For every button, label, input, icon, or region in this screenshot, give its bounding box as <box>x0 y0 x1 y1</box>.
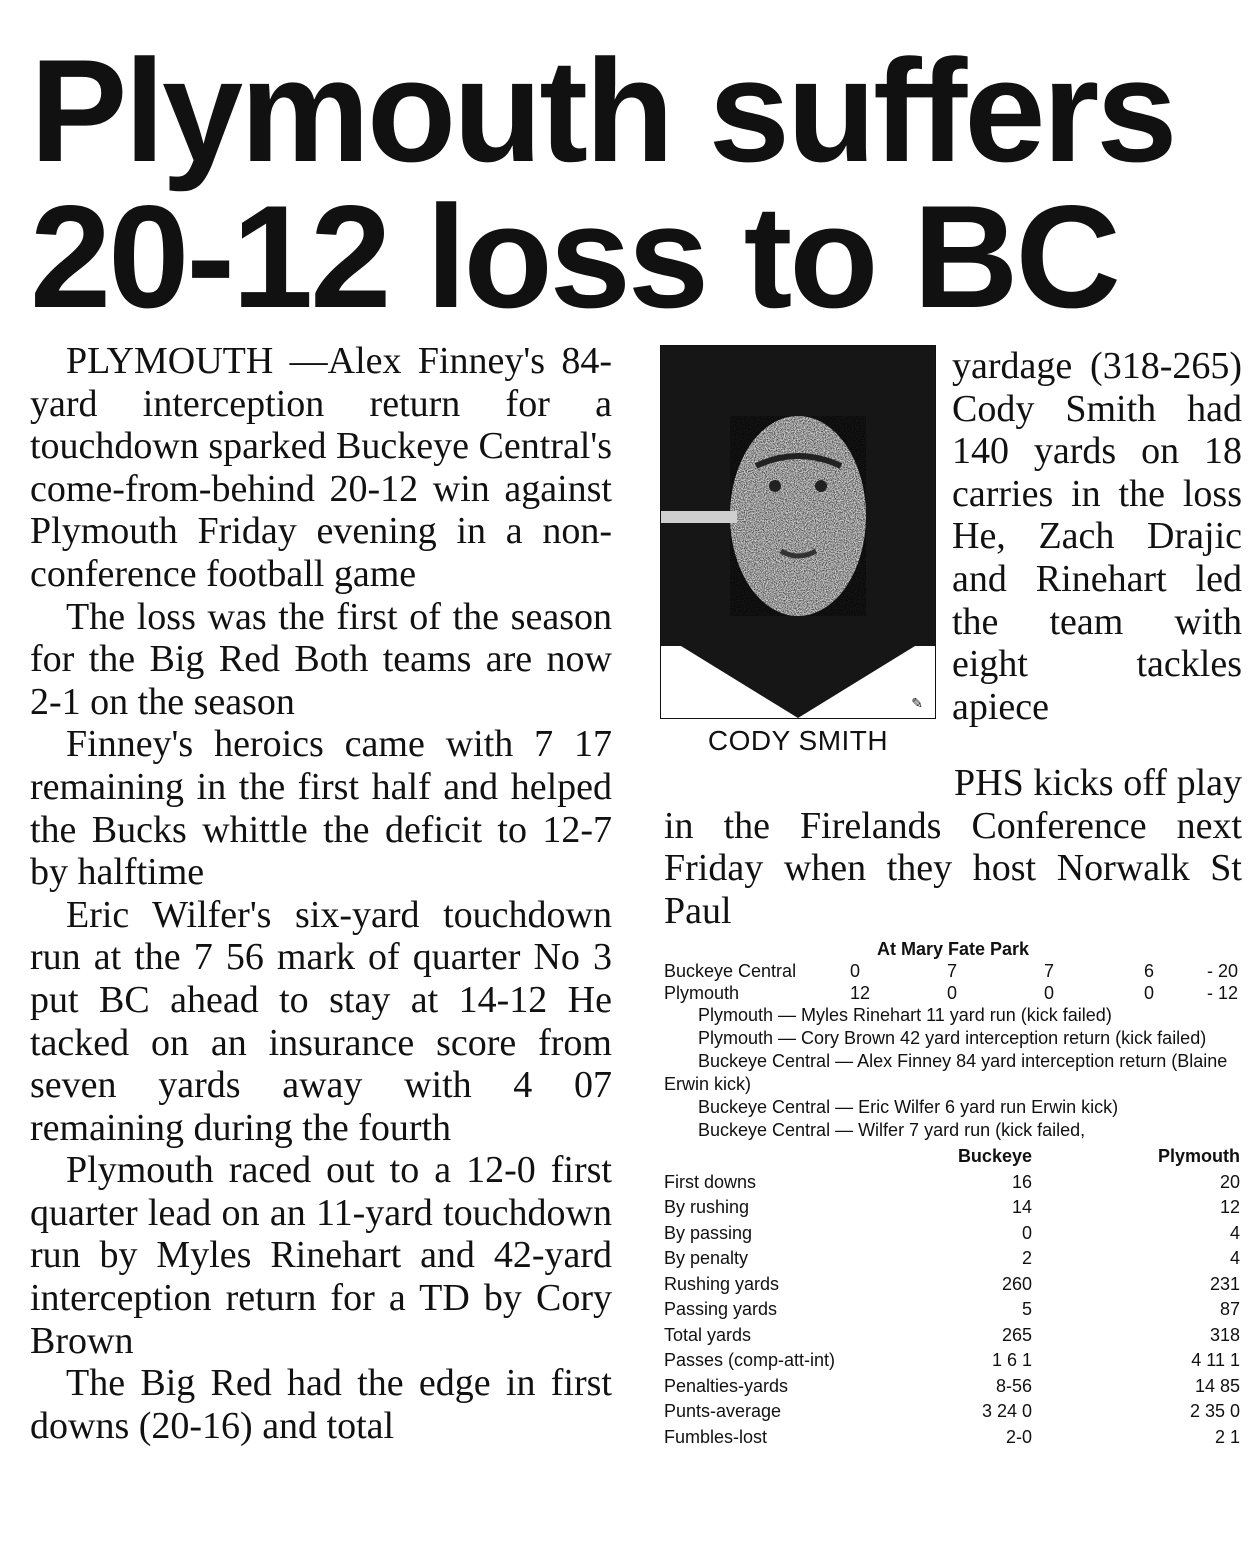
stat-row <box>664 1323 1242 1349</box>
quarter-score: 6 <box>1144 961 1155 981</box>
stat-buckeye: 260 <box>1001 1273 1032 1294</box>
stat-label: Fumbles-lost <box>664 1426 768 1447</box>
quarter-score: 0 <box>850 961 861 981</box>
photo-caption: CODY SMITH <box>707 725 889 756</box>
svg-text:✎: ✎ <box>911 696 923 712</box>
scoring-play: Plymouth — Myles Rinehart 11 yard run (kick failed) <box>698 1005 1112 1025</box>
stat-label: Rushing yards <box>664 1273 780 1294</box>
stat-plymouth: 4 <box>1229 1248 1240 1268</box>
team-name: Plymouth <box>664 983 740 1003</box>
stat-plymouth: 231 <box>1209 1273 1240 1294</box>
final-score: - 12 <box>1206 983 1238 1003</box>
quarter-score: 7 <box>1044 961 1055 981</box>
stat-plymouth: 2 1 <box>1214 1426 1240 1447</box>
stat-label: Passing yards <box>664 1299 778 1319</box>
stat-buckeye: 3 24 0 <box>981 1401 1032 1421</box>
final-score: - 20 <box>1206 961 1238 981</box>
scoring-play: Buckeye Central — Wilfer 7 yard run (kick failed, <box>698 1120 1086 1140</box>
scoring-play: Buckeye Central — Eric Wilfer 6 yard run Erwin kick) <box>698 1097 1119 1117</box>
stat-row <box>664 1425 1242 1451</box>
stat-label: Passes (comp-att-int) <box>664 1350 836 1370</box>
stat-row <box>664 1348 1242 1374</box>
stat-row <box>664 1195 1242 1221</box>
team-stats <box>664 1144 1242 1450</box>
scoring-play: Buckeye Central — Alex Finney 84 yard interception return (Blaine Erwin kick) <box>664 1051 1228 1094</box>
stat-plymouth: 14 85 <box>1194 1375 1240 1396</box>
stat-plymouth: 12 <box>1219 1197 1240 1217</box>
stat-buckeye: 2-0 <box>1005 1426 1032 1447</box>
quarter-line <box>664 982 1242 1004</box>
article-paragraph: PLYMOUTH —Alex Finney's 84-yard interception return for a touchdown sparked Buckeye Central's come-from-behind 20-12 win against Plymouth Friday evening in a non-conference football game <box>30 340 612 595</box>
quarter-line <box>664 960 1242 982</box>
article-paragraph: Eric Wilfer's six-yard touchdown run at the 7 56 mark of quarter No 3 put BC ahead to stay at 14-12 He tacked on an insurance score from seven yards away with 4 07 remaining during the fourth <box>30 893 612 1149</box>
stat-buckeye: 2 <box>1021 1248 1032 1268</box>
stat-plymouth: 2 35 0 <box>1189 1401 1240 1421</box>
stat-label: Penalties-yards <box>664 1375 789 1396</box>
quarter-score: 0 <box>1144 983 1155 1003</box>
article-paragraph: The loss was the first of the season for the Big Red Both teams are now 2-1 on the season <box>30 595 612 723</box>
stat-plymouth: 20 <box>1219 1171 1240 1192</box>
article-paragraph: The Big Red had the edge in first downs (20-16) and total <box>30 1362 612 1447</box>
stat-buckeye: 8-56 <box>995 1375 1032 1396</box>
stat-row <box>664 1170 1242 1196</box>
box-score <box>664 938 1242 1450</box>
stat-label: By penalty <box>664 1248 749 1268</box>
stat-row <box>664 1297 1242 1323</box>
stats-header-buckeye: Buckeye <box>957 1146 1032 1166</box>
stat-buckeye: 16 <box>1011 1171 1032 1192</box>
quarter-score: 7 <box>947 961 958 981</box>
stat-row <box>664 1221 1242 1247</box>
stats-header <box>664 1144 1242 1170</box>
team-name: Buckeye Central <box>664 961 797 981</box>
quarter-score: 0 <box>947 983 958 1003</box>
headline <box>30 29 1240 338</box>
stat-buckeye: 14 <box>1011 1197 1032 1217</box>
stat-label: Total yards <box>664 1324 752 1345</box>
headline-line-2: 20-12 loss to BC <box>30 175 1118 338</box>
article-paragraph: PHS kicks off play in the Firelands Conference next Friday when they host Norwalk St Paul <box>664 762 1242 932</box>
article-paragraph: Finney's heroics came with 7 17 remaining in the first half and helped the Bucks whittle the deficit to 12-7 by halftime <box>30 723 612 894</box>
stat-buckeye: 5 <box>1021 1299 1032 1319</box>
player-photo-block <box>660 345 936 756</box>
scoring-summary <box>664 1004 1242 1142</box>
stat-plymouth: 318 <box>1209 1324 1240 1345</box>
quarter-score: 0 <box>1044 983 1055 1003</box>
stat-label: First downs <box>664 1171 757 1192</box>
scoring-play: Plymouth — Cory Brown 42 yard interception return (kick failed) <box>698 1028 1207 1048</box>
player-photo <box>660 345 936 719</box>
stat-row <box>664 1272 1242 1298</box>
box-score-title: At Mary Fate Park <box>876 939 1030 959</box>
stat-row <box>664 1399 1242 1425</box>
stat-label: By passing <box>664 1222 753 1243</box>
stat-buckeye: 265 <box>1001 1324 1032 1345</box>
article-left-column <box>30 340 612 1447</box>
article-paragraph: yardage (318-265) Cody Smith had 140 yards on 18 carries in the loss He, Zach Drajic and Rinehart led the team with eight tackles apiece <box>952 345 1242 728</box>
stat-row <box>664 1246 1242 1272</box>
stat-label: Punts-average <box>664 1401 782 1421</box>
stat-label: By rushing <box>664 1197 750 1217</box>
stat-plymouth: 87 <box>1219 1299 1240 1319</box>
stats-header-plymouth: Plymouth <box>1157 1146 1240 1166</box>
stat-plymouth: 4 11 1 <box>1191 1350 1240 1370</box>
article-paragraph: Plymouth raced out to a 12-0 first quarter lead on an 11-yard touchdown run by Myles Rinehart and 42-yard interception return for a TD by Cory Brown <box>30 1149 612 1362</box>
stat-plymouth: 4 <box>1229 1222 1240 1243</box>
quarter-score: 12 <box>850 983 871 1003</box>
headline-line-1: Plymouth suffers <box>30 29 1175 192</box>
stat-buckeye: 1 6 1 <box>991 1350 1032 1370</box>
stat-row <box>664 1374 1242 1400</box>
stat-buckeye: 0 <box>1021 1222 1032 1243</box>
article-right-column-mid <box>664 762 1242 932</box>
article-right-column-top <box>952 345 1242 728</box>
